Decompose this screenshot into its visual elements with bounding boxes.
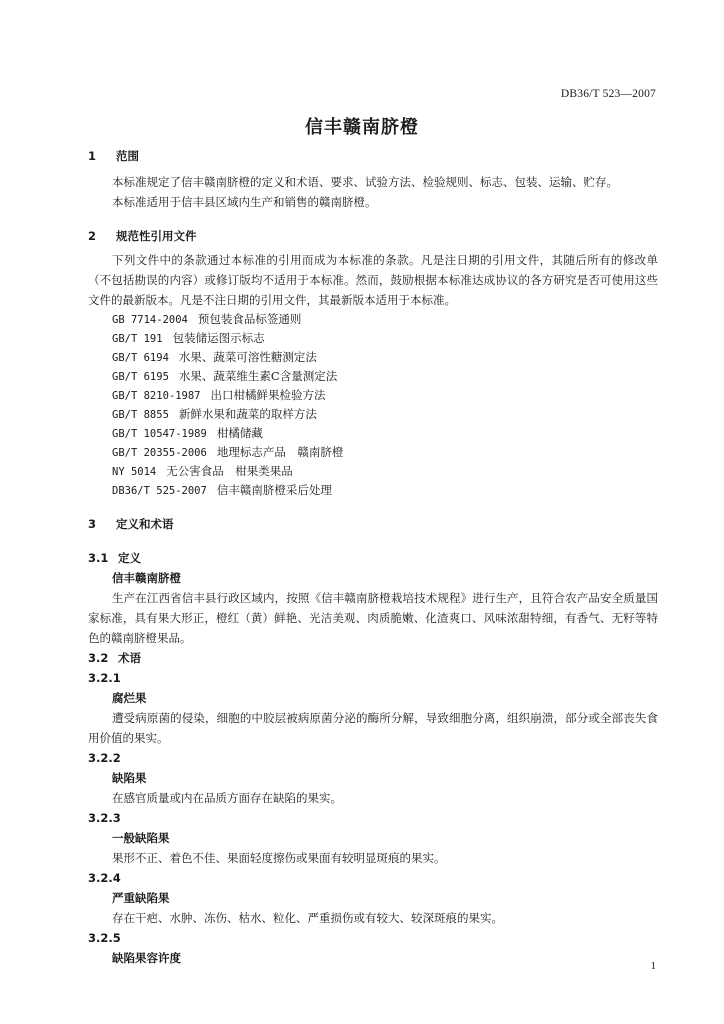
reference-name: 包装储运图示标志 (172, 331, 265, 345)
reference-code: NY 5014 (112, 466, 157, 478)
reference-item (112, 367, 658, 386)
term-name: 腐烂果 (112, 691, 147, 705)
term-number: 3.2.3 (88, 811, 121, 825)
subsection-title: 定义 (118, 551, 141, 565)
term-entry (88, 868, 658, 928)
reference-name: 出口柑橘鲜果检验方法 (210, 388, 326, 402)
term-name: 信丰赣南脐橙 (112, 571, 181, 585)
reference-code: DB36/T 525-2007 (112, 485, 207, 497)
reference-code: GB 7714-2004 (112, 314, 188, 326)
term-number: 3.2.4 (88, 871, 121, 885)
term-name: 一般缺陷果 (112, 831, 170, 845)
section-number: 3 (88, 517, 97, 531)
reference-code: GB/T 20355-2006 (112, 447, 207, 459)
reference-name: 水果、蔬菜可溶性糖测定法 (178, 350, 317, 364)
refs-intro-paragraph: 下列文件中的条款通过本标准的引用而成为本标准的条款。凡是注日期的引用文件，其随后所有的修改单（不包括勘误的内容）或修订版均不适用于本标准。然而，鼓励根据本标准达成协议的各方研究是否可使用这些文件的最新版本。凡是不注日期的引用文件，其最新版本适用于本标准。 (88, 253, 658, 307)
reference-list (88, 310, 658, 500)
reference-name: 预包装食品标签通则 (197, 312, 302, 326)
reference-item (112, 443, 658, 462)
reference-code: GB/T 10547-1989 (112, 428, 207, 440)
term-entry (88, 668, 658, 748)
reference-name: 信丰赣南脐橙采后处理 (216, 483, 332, 497)
section-title: 规范性引用文件 (116, 229, 197, 243)
reference-code: GB/T 8210-1987 (112, 390, 201, 402)
reference-item (112, 424, 658, 443)
section-number: 1 (88, 149, 97, 163)
reference-code: GB/T 191 (112, 333, 163, 345)
subsection-title: 术语 (118, 651, 141, 665)
term-number: 3.2.1 (88, 671, 121, 685)
term-name: 缺陷果容许度 (112, 951, 181, 965)
reference-item (112, 310, 658, 329)
document-title: 信丰赣南脐橙 (305, 117, 419, 138)
scope-paragraph: 本标准规定了信丰赣南脐橙的定义和术语、要求、试验方法、检验规则、标志、包装、运输、贮存。 (112, 175, 618, 189)
section-heading-defs (88, 514, 658, 534)
reference-name: 地理标志产品 赣南脐橙 (216, 445, 344, 459)
section-heading-scope (88, 146, 658, 166)
reference-item (112, 329, 658, 348)
term-definition: 生产在江西省信丰县行政区域内，按照《信丰赣南脐橙栽培技术规程》进行生产，且符合农产品安全质量国家标准，具有果大形正，橙红（黄）鲜艳、光洁美观、肉质脆嫩、化渣爽口、风味浓甜特细，有香气、无籽等特色的赣南脐橙果品。 (88, 591, 658, 645)
reference-item (112, 348, 658, 367)
term-definition: 果形不正、着色不佳、果面轻度擦伤或果面有较明显斑痕的果实。 (112, 851, 446, 865)
section-heading-refs (88, 226, 658, 246)
reference-item (112, 481, 658, 500)
subsection-number: 3.2 (88, 651, 109, 665)
reference-name: 新鲜水果和蔬菜的取样方法 (178, 407, 317, 421)
subsection-number: 3.1 (88, 551, 109, 565)
section-title: 范围 (116, 149, 139, 163)
subsection-heading-terms (88, 648, 658, 668)
term-definition: 存在干疤、水肿、冻伤、枯水、粒化、严重损伤或有较大、较深斑痕的果实。 (112, 911, 503, 925)
section-number: 2 (88, 229, 97, 243)
term-name: 严重缺陷果 (112, 891, 170, 905)
reference-code: GB/T 6194 (112, 352, 169, 364)
reference-item (112, 462, 658, 481)
term-definition: 在感官质量或内在品质方面存在缺陷的果实。 (112, 791, 342, 805)
term-definition: 遭受病原菌的侵染，细胞的中胶层被病原菌分泌的酶所分解，导致细胞分离，组织崩溃，部分或全部丧失食用价值的果实。 (88, 711, 658, 745)
term-name: 缺陷果 (112, 771, 147, 785)
subsection-heading-definition (88, 548, 658, 568)
reference-item (112, 386, 658, 405)
standard-code: DB36/T 523—2007 (560, 88, 656, 100)
term-entry (88, 808, 658, 868)
reference-code: GB/T 8855 (112, 409, 169, 421)
term-entry (88, 928, 658, 968)
reference-code: GB/T 6195 (112, 371, 169, 383)
reference-item (112, 405, 658, 424)
term-number: 3.2.2 (88, 751, 121, 765)
page-number: 1 (650, 960, 656, 972)
reference-name: 无公害食品 柑果类果品 (166, 464, 293, 478)
document-body (88, 146, 658, 968)
reference-name: 水果、蔬菜维生素C含量测定法 (178, 369, 338, 383)
reference-name: 柑橘储藏 (216, 426, 263, 440)
scope-paragraph: 本标准适用于信丰县区域内生产和销售的赣南脐橙。 (112, 195, 377, 209)
term-number: 3.2.5 (88, 931, 121, 945)
term-entry (88, 748, 658, 808)
section-title: 定义和术语 (116, 517, 174, 531)
